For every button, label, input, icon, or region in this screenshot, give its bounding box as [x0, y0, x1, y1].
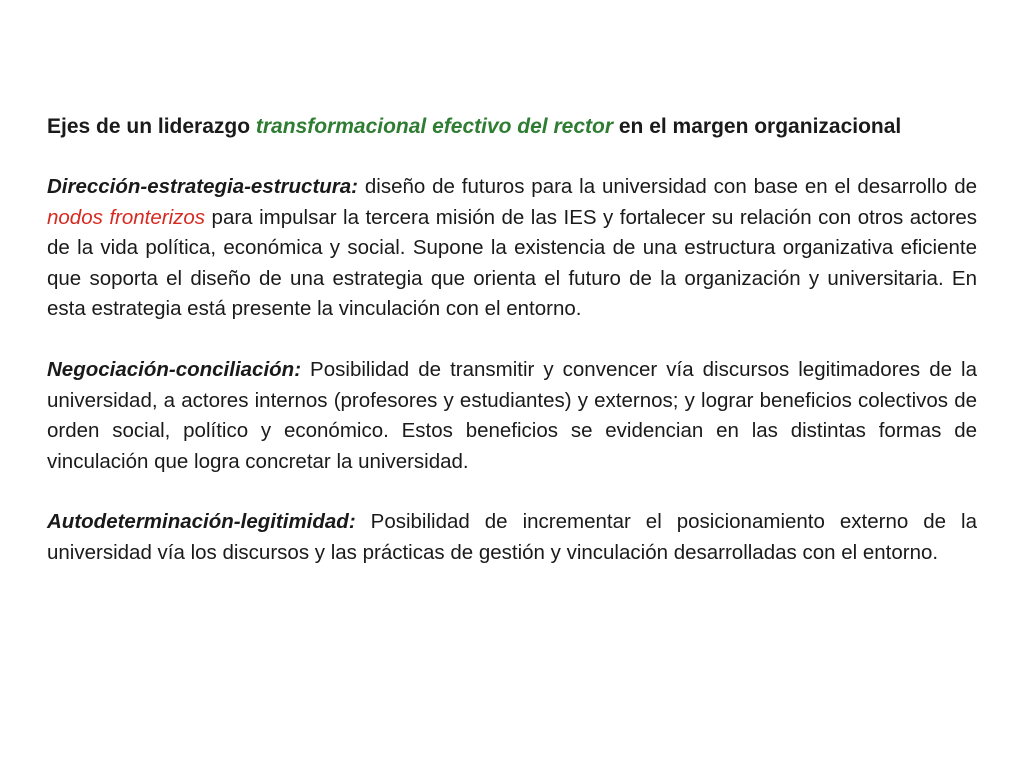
paragraph-autodeterminacion [47, 507, 977, 568]
slide-title [47, 112, 977, 142]
nodos-fronterizos-highlight: nodos fronterizos [47, 205, 206, 229]
paragraph-autodeterminacion-text: Posibilidad de incrementar el posicionamiento externo de la universidad vía los discursos y las prácticas de gestión y vinculación desarrolladas con el entorno. [47, 510, 977, 564]
term-negociacion: Negociación-conciliación: [47, 357, 302, 381]
term-autodeterminacion: Autodeterminación-legitimidad: [47, 510, 356, 534]
paragraph-direccion [47, 172, 977, 325]
paragraph-direccion-text-after: para impulsar la tercera misión de las IES y fortalecer su relación con otros actores de la vida política, económica y social. Supone la existencia de una estructura organizativa eficiente que soporta el diseño de una estrategia que orienta el futuro de la organización y universitaria. En esta estrategia está presente la vinculación con el entorno. [47, 205, 977, 321]
paragraph-direccion-text-before: diseño de futuros para la universidad con base en el desarrollo de [358, 175, 977, 198]
title-part2: en el margen organizacional [613, 115, 902, 138]
term-direccion: Dirección-estrategia-estructura: [47, 175, 359, 198]
title-highlight: transformacional efectivo del rector [255, 115, 614, 138]
title-part1: Ejes de un liderazgo [47, 115, 256, 138]
paragraph-negociacion [47, 355, 977, 477]
paragraph-negociacion-text: Posibilidad de transmitir y convencer vía discursos legitimadores de la universidad, a actores internos (profesores y estudiantes) y externos; y lograr beneficios colectivos de orden social, político y económico. Estos beneficios se evidencian en las distintas formas de vinculación que logra concretar la universidad. [47, 357, 977, 473]
slide-content [47, 112, 977, 599]
